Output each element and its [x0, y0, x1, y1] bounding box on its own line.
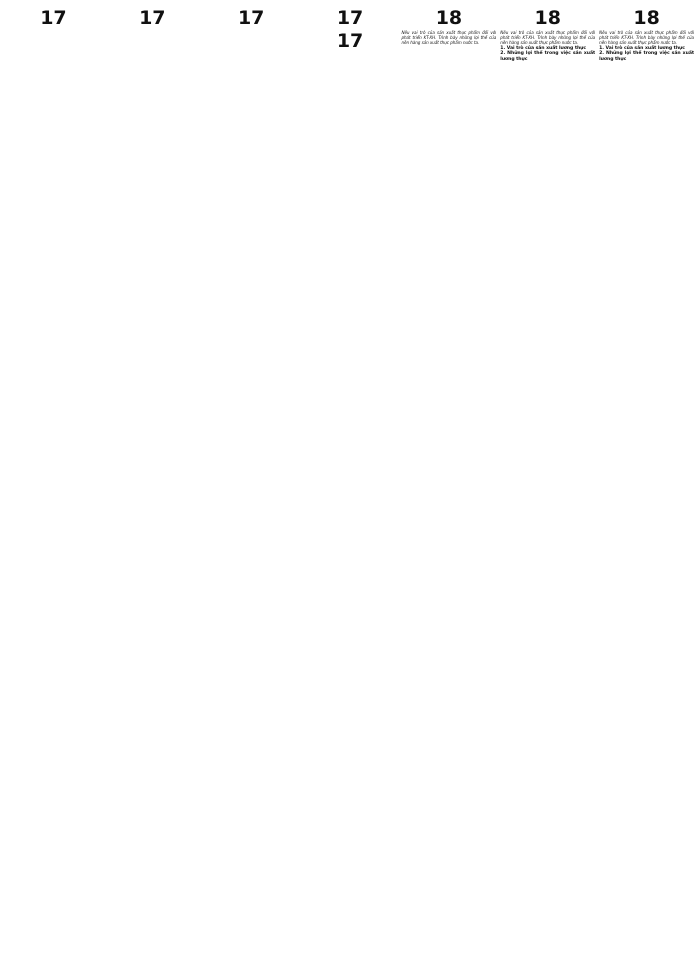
text-column-6: [500, 4, 595, 956]
question-number: 17: [237, 7, 265, 29]
question-prompt: Nêu vai trò của sản xuất thực phẩm đối với phát triển KT-XH. Trình bày những lợi thế của nền hàng sản xuất thực phẩm nước ta.: [401, 30, 497, 46]
text-column-5: [401, 4, 496, 956]
section-heading: 1. Vai trò của sản xuất lương thực: [599, 45, 685, 51]
text-column-3: [204, 4, 299, 956]
question-prompt: Nêu vai trò của sản xuất thực phẩm đối với phát triển KT-XH. Trình bày những lợi thế của nền hàng sản xuất thực phẩm nước ta.: [599, 30, 695, 46]
question-number: 17: [336, 7, 364, 29]
question-number: 17: [336, 30, 364, 52]
section-heading: 1. Vai trò của sản xuất lương thực: [500, 45, 587, 51]
text-column-4: [303, 4, 398, 956]
question-number: 17: [139, 7, 166, 29]
question-number: 18: [435, 7, 463, 29]
question-number: 18: [534, 7, 561, 29]
section-heading: 2. Những lợi thế trong việc sản xuất lương thực: [500, 51, 596, 62]
question-number: 17: [40, 7, 67, 29]
text-column-2: [105, 4, 200, 956]
text-column-1: [6, 4, 101, 956]
text-column-7: [599, 4, 694, 956]
question-prompt: Nêu vai trò của sản xuất thực phẩm đối với phát triển KT-XH. Trình bày những lợi thế của nền hàng sản xuất thực phẩm nước ta.: [500, 30, 596, 46]
section-heading: 2. Những lợi thế trong việc sản xuất lương thực: [599, 51, 695, 62]
question-number: 18: [633, 7, 660, 29]
